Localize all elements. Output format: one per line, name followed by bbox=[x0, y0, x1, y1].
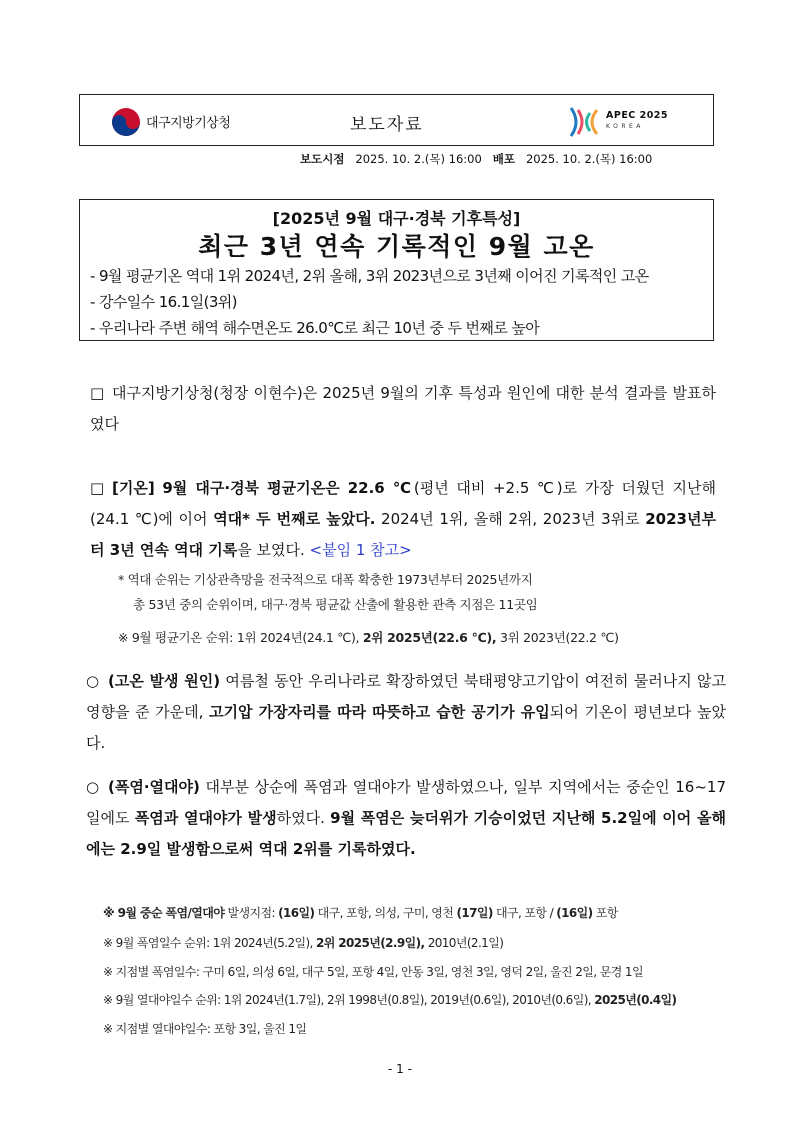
square-bullet-icon: □ bbox=[90, 479, 105, 497]
cause-s2: 고기압 가장자리를 따라 따뜻하고 습한 공기가 유입 bbox=[209, 703, 550, 721]
summary-subtitle: [2025년 9월 대구·경북 기후특성] bbox=[272, 209, 521, 228]
dist-value: 2025. 10. 2.(목) 16:00 bbox=[525, 152, 653, 166]
summary-bullet: - 9월 평균기온 역대 1위 2024년, 2위 올해, 3위 2023년으로 3년째 이어진 기록적인 고온 bbox=[90, 267, 649, 285]
note-heatdays-rank bbox=[103, 934, 503, 951]
summary-bullet: - 강수일수 16.1일(3위) bbox=[90, 293, 237, 311]
temp-s4: 2024년 1위, 올해 2위, 2023년 3위로 bbox=[381, 510, 640, 528]
n1-c: 대구, 포항, 의성, 구미, 영천 bbox=[317, 906, 454, 920]
n1-f: (16일) bbox=[556, 906, 593, 920]
temperature-paragraph bbox=[90, 473, 716, 566]
temp-note-line1: * 역대 순위는 기상관측망을 전국적으로 대폭 확충한 1973년부터 2025년까지 bbox=[118, 572, 533, 587]
note-midmonth bbox=[103, 904, 618, 921]
n1-a: 발생지점: bbox=[227, 906, 275, 920]
apec-name: APEC 2025 bbox=[606, 110, 669, 121]
summary-title: 최근 3년 연속 기록적인 9월 고온 bbox=[198, 232, 595, 261]
temp-s6: 을 보였다. bbox=[237, 541, 305, 559]
report-value: 2025. 10. 2.(목) 16:00 bbox=[355, 152, 482, 166]
cause-s1: 여름철 동안 우리나라로 확장하였던 북태평양고기압이 여전히 물러나지 않고 영향을 준 가운데, bbox=[86, 672, 726, 721]
attachment-ref-link[interactable]: <붙임 1 참고> bbox=[309, 541, 412, 559]
heat-s3: 하였다. bbox=[276, 809, 325, 827]
temp-s3: 역대* 두 번째로 높았다. bbox=[213, 510, 376, 528]
page-number: - 1 - bbox=[388, 1062, 412, 1076]
temp-s5: 2023년부터 3년 연속 역대 기록 bbox=[90, 510, 716, 559]
note-tropnight-rank bbox=[103, 991, 676, 1008]
cause-s3: 되어 기온이 평년보다 높았다. bbox=[86, 703, 726, 752]
square-bullet-icon: □ bbox=[90, 384, 105, 402]
temp-rank-note bbox=[118, 628, 619, 646]
n4-pre: ※ 9월 열대야일수 순위: 1위 2024년(1.7일), 2위 1998년(0.8일), 2019년(0.6일), 2010년(0.6일), bbox=[103, 993, 591, 1007]
temp-rank-post: 3위 2023년(22.2 ℃) bbox=[500, 630, 619, 645]
heat-s1: 대부분 상순에 폭염과 열대야가 발생하였으나, 일부 지역에서는 중순인 16~17일에도 bbox=[86, 778, 726, 827]
temp-s1: 9월 대구·경북 평균기온은 22.6 ℃ bbox=[162, 479, 414, 497]
n1-d: (17일) bbox=[456, 906, 493, 920]
temp-note-line2: 총 53년 중의 순위이며, 대구·경북 평균값 산출에 활용한 관측 지점은 11곳임 bbox=[133, 597, 538, 612]
heat-s2: 폭염과 열대야가 발생 bbox=[134, 809, 277, 827]
heat-s4: 9월 폭염은 늦더위가 기승이었던 지난해 5.2일에 이어 올해에는 2.9일 발생함으로써 역대 2위를 기록하였다. bbox=[86, 809, 726, 858]
note-tropnight-station: ※ 지점별 열대야일수: 포항 3일, 울진 1일 bbox=[103, 1022, 307, 1036]
summary-bullet: - 우리나라 주변 해역 해수면온도 26.0℃로 최근 10년 중 두 번째로 높아 bbox=[90, 319, 540, 337]
n1-g: 포항 bbox=[595, 906, 618, 920]
circle-bullet-icon: ○ bbox=[86, 778, 100, 796]
apec-country: KOREA bbox=[606, 123, 644, 130]
n2-bold: 2위 2025년(2.9일), bbox=[315, 936, 425, 950]
org-name: 대구지방기상청 bbox=[146, 116, 231, 131]
intro-paragraph bbox=[90, 378, 716, 440]
note-heatdays-station: ※ 지점별 폭염일수: 구미 6일, 의성 6일, 대구 5일, 포항 4일, 안동 3일, 영천 3일, 영덕 2일, 울진 2일, 문경 1일 bbox=[103, 965, 643, 979]
n2-post: 2010년(2.1일) bbox=[427, 936, 504, 950]
dist-label: 배포 bbox=[492, 152, 515, 166]
circle-bullet-icon: ○ bbox=[86, 672, 100, 690]
apec-logo-icon bbox=[567, 104, 601, 140]
n4-bold: 2025년(0.4일) bbox=[594, 993, 677, 1007]
doc-type-title: 보도자료 bbox=[350, 115, 424, 135]
temp-rank-bold: 2위 2025년(22.6 ℃), bbox=[362, 630, 497, 645]
temp-rank-pre: ※ 9월 평균기온 순위: 1위 2024년(24.1 ℃), bbox=[118, 630, 360, 645]
n1-b: (16일) bbox=[278, 906, 315, 920]
heat-head: (폭염·열대야) bbox=[108, 778, 200, 796]
heatwave-paragraph bbox=[86, 772, 726, 865]
intro-text: 대구지방기상청(청장 이현수)은 2025년 9월의 기후 특성과 원인에 대한 분석 결과를 발표하였다 bbox=[90, 384, 716, 433]
temp-head: [기온] bbox=[112, 479, 155, 497]
temp-s2: (평년 대비 +2.5 ℃)로 가장 더웠던 지난해(24.1 ℃)에 이어 bbox=[90, 479, 716, 528]
kma-logo-icon bbox=[110, 106, 142, 138]
report-label: 보도시점 bbox=[300, 152, 345, 166]
n1-e: 대구, 포항 / bbox=[495, 906, 554, 920]
release-dates bbox=[300, 151, 652, 167]
cause-head: (고온 발생 원인) bbox=[108, 672, 221, 690]
n1-bold: ※ 9월 중순 폭염/열대야 bbox=[103, 906, 225, 920]
cause-paragraph bbox=[86, 666, 726, 759]
n2-pre: ※ 9월 폭염일수 순위: 1위 2024년(5.2일), bbox=[103, 936, 313, 950]
